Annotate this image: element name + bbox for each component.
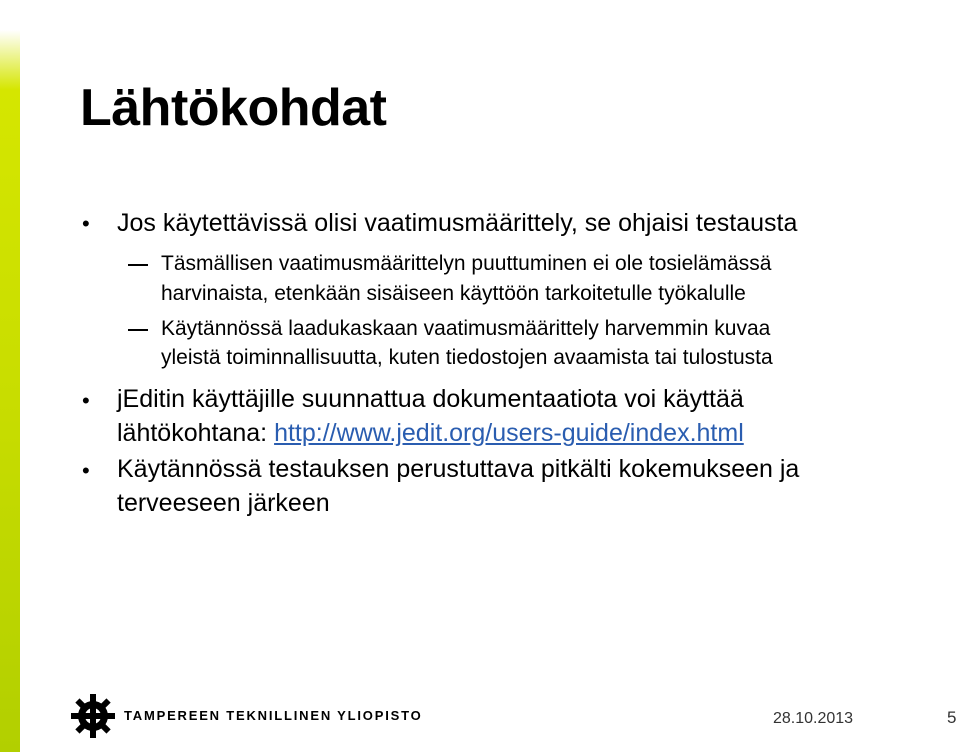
bullet-marker: • — [82, 211, 90, 236]
bullet-item-2-line2 — [117, 419, 744, 448]
jedit-guide-link[interactable]: http://www.jedit.org/users-guide/index.html — [274, 419, 744, 447]
bullet-item-3-line1: Käytännössä testauksen perustuttava pitkälti kokemukseen ja — [117, 455, 800, 483]
dash-marker — [128, 329, 148, 331]
gear-logo-icon — [70, 693, 116, 744]
sub-item-1-line1: Täsmällisen vaatimusmäärittelyn puuttuminen ei ole tosielämässä — [161, 252, 772, 275]
dash-marker — [128, 264, 148, 266]
bullet-marker: • — [82, 458, 90, 483]
page-number: 5 — [947, 708, 957, 727]
bullet-marker: • — [82, 388, 90, 413]
university-name: TAMPEREEN TEKNILLINEN YLIOPISTO — [124, 708, 423, 723]
sub-item-2-line1: Käytännössä laadukaskaan vaatimusmäärittely harvemmin kuvaa — [161, 317, 771, 340]
slide-title: Lähtökohdat — [80, 79, 387, 137]
sub-item-1-line2: harvinaista, etenkään sisäiseen käyttöön tarkoitetulle työkalulle — [161, 282, 746, 305]
bullet-item-1: Jos käytettävissä olisi vaatimusmäärittely, se ohjaisi testausta — [117, 209, 798, 237]
sub-item-2-line2: yleistä toiminnallisuutta, kuten tiedostojen avaamista tai tulostusta — [161, 346, 773, 369]
slide-date: 28.10.2013 — [773, 710, 854, 727]
accent-side-bar — [0, 0, 20, 752]
bullet-item-3-line2: terveeseen järkeen — [117, 489, 330, 517]
bullet-item-2-prefix: lähtökohtana: — [117, 419, 275, 447]
bullet-item-2-line1: jEditin käyttäjille suunnattua dokumentaatiota voi käyttää — [117, 385, 744, 413]
